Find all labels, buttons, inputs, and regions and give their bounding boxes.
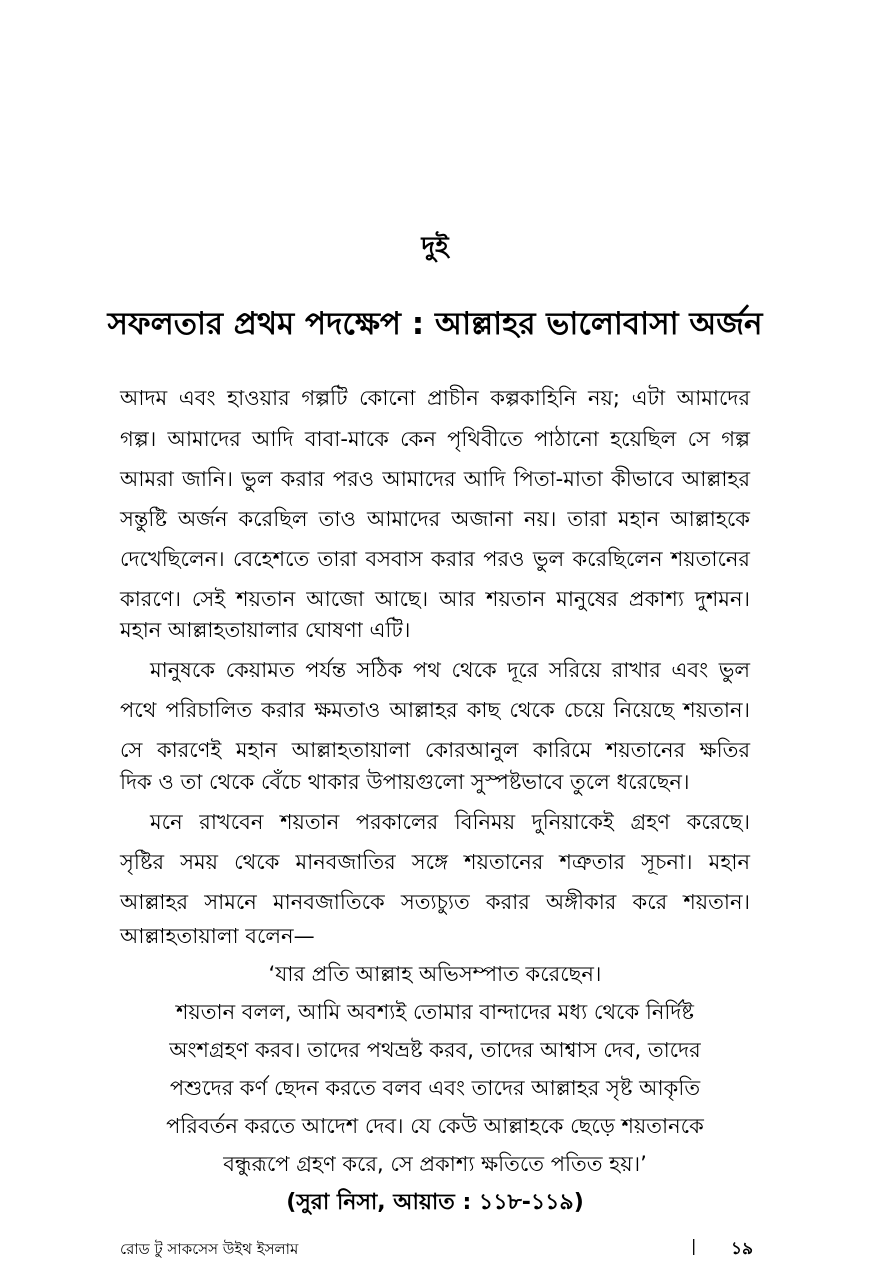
chapter-number: দুই — [421, 232, 449, 262]
body-line: মনে রাখবেন শয়তান পরকালের বিনিময় দুনিয়াকেই গ্রহণ করেছে। — [150, 810, 750, 834]
body-line: গল্প। আমাদের আদি বাবা-মাকে কেন পৃথিবীতে পাঠানো হয়েছিল সে গল্প — [120, 427, 750, 451]
body-line: সৃষ্টির সময় থেকে মানবজাতির সঙ্গে শয়তানের শত্রুতার সূচনা। মহান — [120, 850, 750, 874]
body-line: সে কারণেই মহান আল্লাহতায়ালা কোরআনুল কারিমে শয়তানের ক্ষতির — [120, 738, 750, 762]
body-line: মহান আল্লাহতায়ালার ঘোষণা এটি। — [120, 618, 411, 642]
body-line: পথে পরিচালিত করার ক্ষমতাও আল্লাহর কাছ থেকে চেয়ে নিয়েছে শয়তান। — [120, 698, 750, 722]
footer-separator: | — [691, 1236, 697, 1255]
quote-line: শয়তান বলল, আমি অবশ্যই তোমার বান্দাদের মধ্য থেকে নির্দিষ্ট — [175, 1000, 695, 1024]
body-line: আদম এবং হাওয়ার গল্পটি কোনো প্রাচীন কল্পকাহিনি নয়; এটা আমাদের — [120, 386, 750, 410]
body-line: মানুষকে কেয়ামত পর্যন্ত সঠিক পথ থেকে দূরে সরিয়ে রাখার এবং ভুল — [150, 658, 750, 682]
quote-line: পশুদের কর্ণ ছেদন করতে বলব এবং তাদের আল্লাহর সৃষ্ট আকৃতি — [169, 1076, 701, 1100]
footer-book-title: রোড টু সাকসেস উইথ ইসলাম — [120, 1240, 299, 1258]
body-line: কারণে। সেই শয়তান আজো আছে। আর শয়তান মানুষের প্রকাশ্য দুশমন। — [120, 587, 750, 611]
body-line: সন্তুষ্টি অর্জন করেছিল তাও আমাদের অজানা নয়। তারা মহান আল্লাহকে — [120, 507, 750, 531]
quote-line: বন্ধুরূপে গ্রহণ করে, সে প্রকাশ্য ক্ষতিতে পতিত হয়।’ — [223, 1152, 647, 1176]
body-line: দিক ও তা থেকে বেঁচে থাকার উপায়গুলো সুস্পষ্টভাবে তুলে ধরেছেন। — [120, 770, 690, 794]
quote-line: পরিবর্তন করতে আদেশ দেব। যে কেউ আল্লাহকে ছেড়ে শয়তানকে — [166, 1114, 704, 1138]
quote-line: অংশগ্রহণ করব। তাদের পথভ্রষ্ট করব, তাদের আশ্বাস দেব, তাদের — [169, 1038, 701, 1062]
body-line: দেখেছিলেন। বেহেশতে তারা বসবাস করার পরও ভুল করেছিলেন শয়তানের — [120, 547, 750, 571]
quote-reference: (সুরা নিসা, আয়াত : ১১৮-১১৯) — [286, 1190, 584, 1215]
quote-line: ‘যার প্রতি আল্লাহ অভিসম্পাত করেছেন। — [268, 962, 602, 986]
page-number: ১৯ — [731, 1239, 754, 1259]
body-line: আল্লাহর সামনে মানবজাতিকে সত্যচ্যুত করার অঙ্গীকার করে শয়তান। — [120, 890, 750, 914]
body-line: আল্লাহতায়ালা বলেন— — [120, 924, 315, 948]
body-line: আমরা জানি। ভুল করার পরও আমাদের আদি পিতা-মাতা কীভাবে আল্লাহর — [120, 467, 750, 491]
chapter-title: সফলতার প্রথম পদক্ষেপ : আল্লাহর ভালোবাসা অর্জন — [107, 306, 763, 342]
